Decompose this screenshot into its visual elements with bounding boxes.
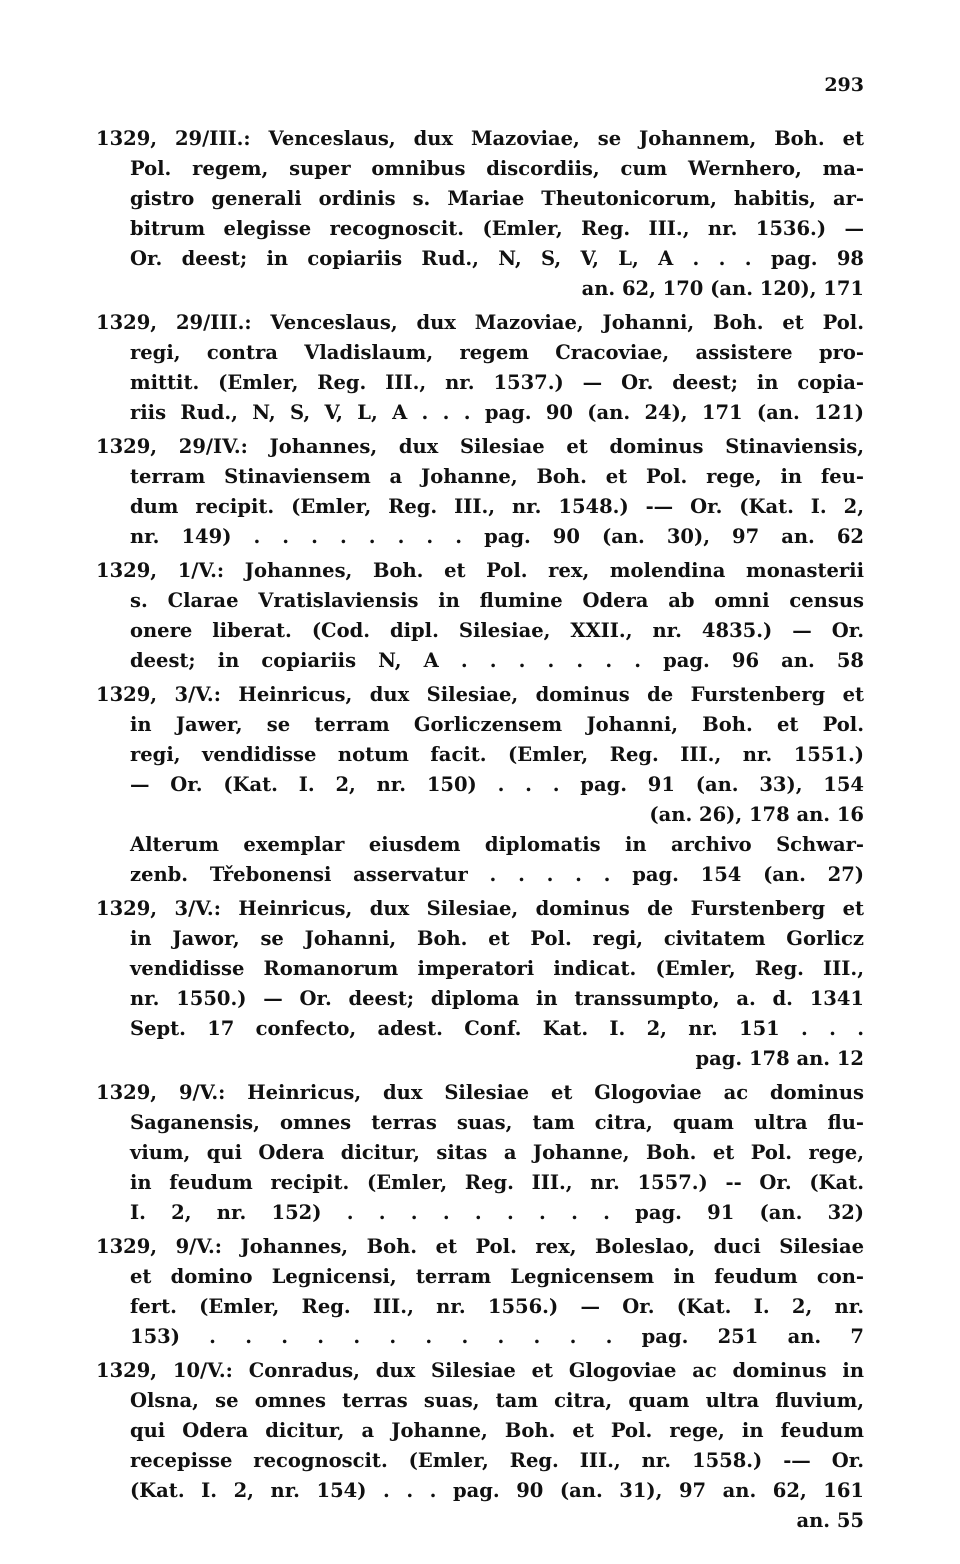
register-entries: [96, 124, 864, 1540]
entry-line: 1329, 10/V.: Conradus, dux Silesiae et Glogoviae ac dominus in: [96, 1359, 864, 1382]
entry-line: Saganensis, omnes terras suas, tam citra, quam ultra flu-: [130, 1111, 864, 1134]
entry-line: 1329, 29/IV.: Johannes, dux Silesiae et dominus Stinaviensis,: [96, 435, 864, 458]
entry-line: vendidisse Romanorum imperatori indicat. (Emler, Reg. III.,: [130, 957, 864, 980]
entry-line: in feudum recipit. (Emler, Reg. III., nr. 1557.) -- Or. (Kat.: [130, 1171, 864, 1194]
register-entry: [96, 308, 864, 428]
entry-line: Olsna, se omnes terras suas, tam citra, quam ultra fluvium,: [130, 1389, 864, 1412]
entry-line: riis Rud., N, S, V, L, A . . . pag. 90 (an. 24), 171 (an. 121): [130, 401, 864, 424]
entry-line: 1329, 1/V.: Johannes, Boh. et Pol. rex, molendina monasterii: [96, 559, 864, 582]
entry-line: et domino Legnicensi, terram Legnicensem in feudum con-: [130, 1265, 864, 1288]
entry-line: s. Clarae Vratislaviensis in flumine Odera ab omni census: [130, 589, 864, 612]
entry-line: fert. (Emler, Reg. III., nr. 1556.) — Or. (Kat. I. 2, nr.: [130, 1295, 864, 1318]
entry-line: bitrum elegisse recognoscit. (Emler, Reg. III., nr. 1536.) —: [130, 217, 864, 240]
entry-line: nr. 149) . . . . . . . . pag. 90 (an. 30), 97 an. 62: [130, 525, 864, 548]
page-number: 293: [824, 74, 864, 96]
register-entry: [96, 124, 864, 304]
entry-line: Alterum exemplar eiusdem diplomatis in archivo Schwar-: [130, 833, 864, 856]
entry-line: Pol. regem, super omnibus discordiis, cum Wernhero, ma-: [130, 157, 864, 180]
entry-line-right: an. 55: [796, 1509, 864, 1532]
entry-line: mittit. (Emler, Reg. III., nr. 1537.) — Or. deest; in copia-: [130, 371, 864, 394]
entry-line: (Kat. I. 2, nr. 154) . . . pag. 90 (an. 31), 97 an. 62, 161: [130, 1479, 864, 1502]
entry-line: 1329, 9/V.: Heinricus, dux Silesiae et Glogoviae ac dominus: [96, 1081, 864, 1104]
entry-line: terram Stinaviensem a Johanne, Boh. et Pol. rege, in feu-: [130, 465, 864, 488]
entry-line-right: (an. 26), 178 an. 16: [649, 803, 864, 826]
entry-line: Or. deest; in copiariis Rud., N, S, V, L, A . . . pag. 98: [130, 247, 864, 270]
register-entry: [96, 1356, 864, 1536]
entry-line: 1329, 29/III.: Venceslaus, dux Mazoviae, se Johannem, Boh. et: [96, 127, 864, 150]
register-entry: [96, 1078, 864, 1228]
entry-line: 1329, 3/V.: Heinricus, dux Silesiae, dominus de Furstenberg et: [96, 683, 864, 706]
entry-line: vium, qui Odera dicitur, sitas a Johanne, Boh. et Pol. rege,: [130, 1141, 864, 1164]
entry-line: regi, vendidisse notum facit. (Emler, Reg. III., nr. 1551.): [130, 743, 864, 766]
entry-line: 153) . . . . . . . . . . . . pag. 251 an. 7: [130, 1325, 864, 1348]
entry-line: 1329, 9/V.: Johannes, Boh. et Pol. rex, Boleslao, duci Silesiae: [96, 1235, 864, 1258]
entry-line: in Jawer, se terram Gorliczensem Johanni, Boh. et Pol.: [130, 713, 864, 736]
entry-line: — Or. (Kat. I. 2, nr. 150) . . . pag. 91 (an. 33), 154: [130, 773, 864, 796]
entry-line: regi, contra Vladislaum, regem Cracoviae, assistere pro-: [130, 341, 864, 364]
entry-line: recepisse recognoscit. (Emler, Reg. III., nr. 1558.) -— Or.: [130, 1449, 864, 1472]
entry-line: deest; in copiariis N, A . . . . . . . pag. 96 an. 58: [130, 649, 864, 672]
register-entry: [96, 894, 864, 1074]
entry-line-right: an. 62, 170 (an. 120), 171: [581, 277, 864, 300]
entry-line: zenb. Třebonensi asservatur . . . . . pag. 154 (an. 27): [130, 863, 864, 886]
entry-line-right: pag. 178 an. 12: [695, 1047, 864, 1070]
register-entry: [96, 680, 864, 890]
entry-line: gistro generali ordinis s. Mariae Theutonicorum, habitis, ar-: [130, 187, 864, 210]
entry-line: qui Odera dicitur, a Johanne, Boh. et Pol. rege, in feudum: [130, 1419, 864, 1442]
register-entry: [96, 556, 864, 676]
entry-line: onere liberat. (Cod. dipl. Silesiae, XXII., nr. 4835.) — Or.: [130, 619, 864, 642]
entry-line: 1329, 3/V.: Heinricus, dux Silesiae, dominus de Furstenberg et: [96, 897, 864, 920]
entry-line: Sept. 17 confecto, adest. Conf. Kat. I. 2, nr. 151 . . .: [130, 1017, 864, 1040]
entry-line: I. 2, nr. 152) . . . . . . . . . pag. 91 (an. 32): [130, 1201, 864, 1224]
entry-line: 1329, 29/III.: Venceslaus, dux Mazoviae, Johanni, Boh. et Pol.: [96, 311, 864, 334]
entry-line: nr. 1550.) — Or. deest; diploma in transsumpto, a. d. 1341: [130, 987, 864, 1010]
entry-line: dum recipit. (Emler, Reg. III., nr. 1548.) -— Or. (Kat. I. 2,: [130, 495, 864, 518]
register-entry: [96, 1232, 864, 1352]
entry-line: in Jawor, se Johanni, Boh. et Pol. regi, civitatem Gorlicz: [130, 927, 864, 950]
register-entry: [96, 432, 864, 552]
